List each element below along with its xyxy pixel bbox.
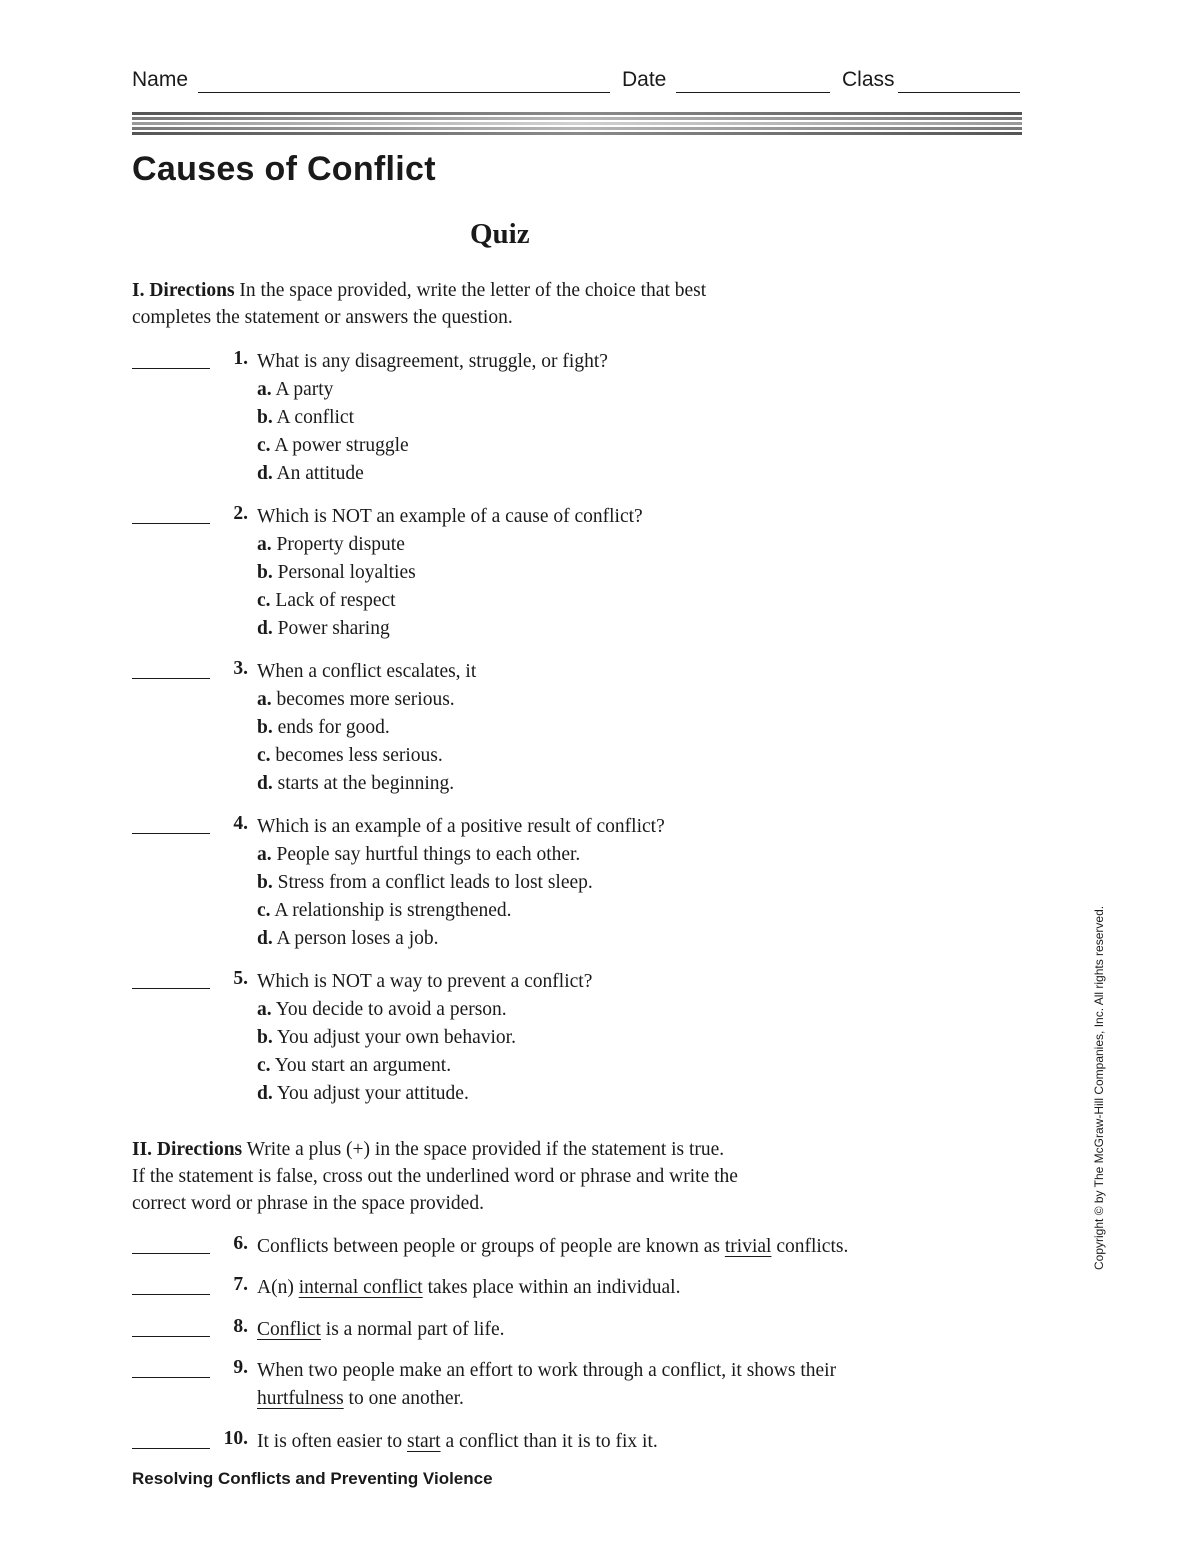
class-field[interactable] [898,92,1020,93]
question-number: 5. [233,968,248,989]
footer-title: Resolving Conflicts and Preventing Violence [132,1469,493,1488]
statement-text: Conflicts between people or groups of people are known as trivial conflicts. [257,1236,849,1257]
quiz-heading: Quiz [470,218,530,250]
question-stem: Which is an example of a positive result of conflict? [257,816,665,837]
choice-d: d. starts at the beginning. [257,773,455,794]
statement-number: 10. [223,1428,248,1449]
choice-b: b. Personal loyalties [257,562,416,583]
statement-number: 8. [233,1316,248,1337]
answer-blank[interactable] [132,678,210,679]
class-label: Class [842,68,895,91]
choice-a: a. Property dispute [257,534,405,555]
choice-d: d. A person loses a job. [257,928,439,949]
section2-directions-text-3: correct word or phrase in the space provided. [132,1193,484,1214]
statement-text: Conflict is a normal part of life. [257,1319,505,1340]
statement-number: 9. [233,1357,248,1378]
header-fields [132,68,1022,98]
question-stem: Which is NOT an example of a cause of conflict? [257,506,643,527]
choice-b: b. Stress from a conflict leads to lost sleep. [257,872,593,893]
section2-directions-text-2: If the statement is false, cross out the underlined word or phrase and write the [132,1166,738,1187]
underlined-term: hurtfulness [257,1388,344,1409]
answer-blank[interactable] [132,1253,210,1254]
answer-blank[interactable] [132,368,210,369]
statement-number: 7. [233,1274,248,1295]
answer-blank[interactable] [132,988,210,989]
choice-c: c. A power struggle [257,435,409,456]
copyright-notice: Copyright © by The McGraw-Hill Companies, Inc. All rights reserved. [1092,905,1106,1270]
choice-c: c. Lack of respect [257,590,396,611]
answer-blank[interactable] [132,833,210,834]
section1-directions-text-2: completes the statement or answers the question. [132,307,513,328]
choice-d: d. You adjust your attitude. [257,1083,469,1104]
choice-c: c. A relationship is strengthened. [257,900,512,921]
statement-number: 6. [233,1233,248,1254]
question-stem: What is any disagreement, struggle, or fight? [257,351,608,372]
answer-blank[interactable] [132,1294,210,1295]
statement-text: It is often easier to start a conflict than it is to fix it. [257,1431,658,1452]
underlined-term: internal conflict [298,1277,423,1298]
name-field[interactable] [198,92,610,93]
underlined-term: trivial [724,1236,772,1257]
choice-d: d. An attitude [257,463,364,484]
question-stem: When a conflict escalates, it [257,661,477,682]
underlined-term: Conflict [257,1319,321,1340]
question-stem: Which is NOT a way to prevent a conflict? [257,971,593,992]
header-rule [132,112,1022,138]
statement-text: When two people make an effort to work through a conflict, it shows their hurtfulness to one another. [257,1360,837,1409]
choice-b: b. A conflict [257,407,354,428]
choice-a: a. People say hurtful things to each other. [257,844,581,865]
page-title: Causes of Conflict [132,150,436,188]
choice-b: b. You adjust your own behavior. [257,1027,516,1048]
choice-a: a. A party [257,379,334,400]
answer-blank[interactable] [132,523,210,524]
date-label: Date [622,68,667,91]
name-label: Name [132,68,189,91]
statement-text: A(n) internal conflict takes place within an individual. [257,1277,681,1298]
question-number: 4. [233,813,248,834]
answer-blank[interactable] [132,1448,210,1449]
section2-label: II. Directions [132,1139,243,1160]
section1-directions-text: In the space provided, write the letter of the choice that best [234,280,707,301]
choice-a: a. becomes more serious. [257,689,455,710]
section1-label: I. Directions [132,280,235,301]
answer-blank[interactable] [132,1377,210,1378]
section2-directions-text: Write a plus (+) in the space provided if the statement is true. [242,1139,725,1160]
question-number: 1. [233,348,248,369]
question-number: 2. [233,503,248,524]
question-number: 3. [233,658,248,679]
underlined-term: start [407,1431,441,1452]
section1-directions [132,277,706,331]
choice-b: b. ends for good. [257,717,390,738]
choice-c: c. becomes less serious. [257,745,443,766]
section2-directions [132,1136,738,1217]
choice-c: c. You start an argument. [257,1055,452,1076]
choice-d: d. Power sharing [257,618,390,639]
date-field[interactable] [676,92,830,93]
choice-a: a. You decide to avoid a person. [257,999,507,1020]
answer-blank[interactable] [132,1336,210,1337]
